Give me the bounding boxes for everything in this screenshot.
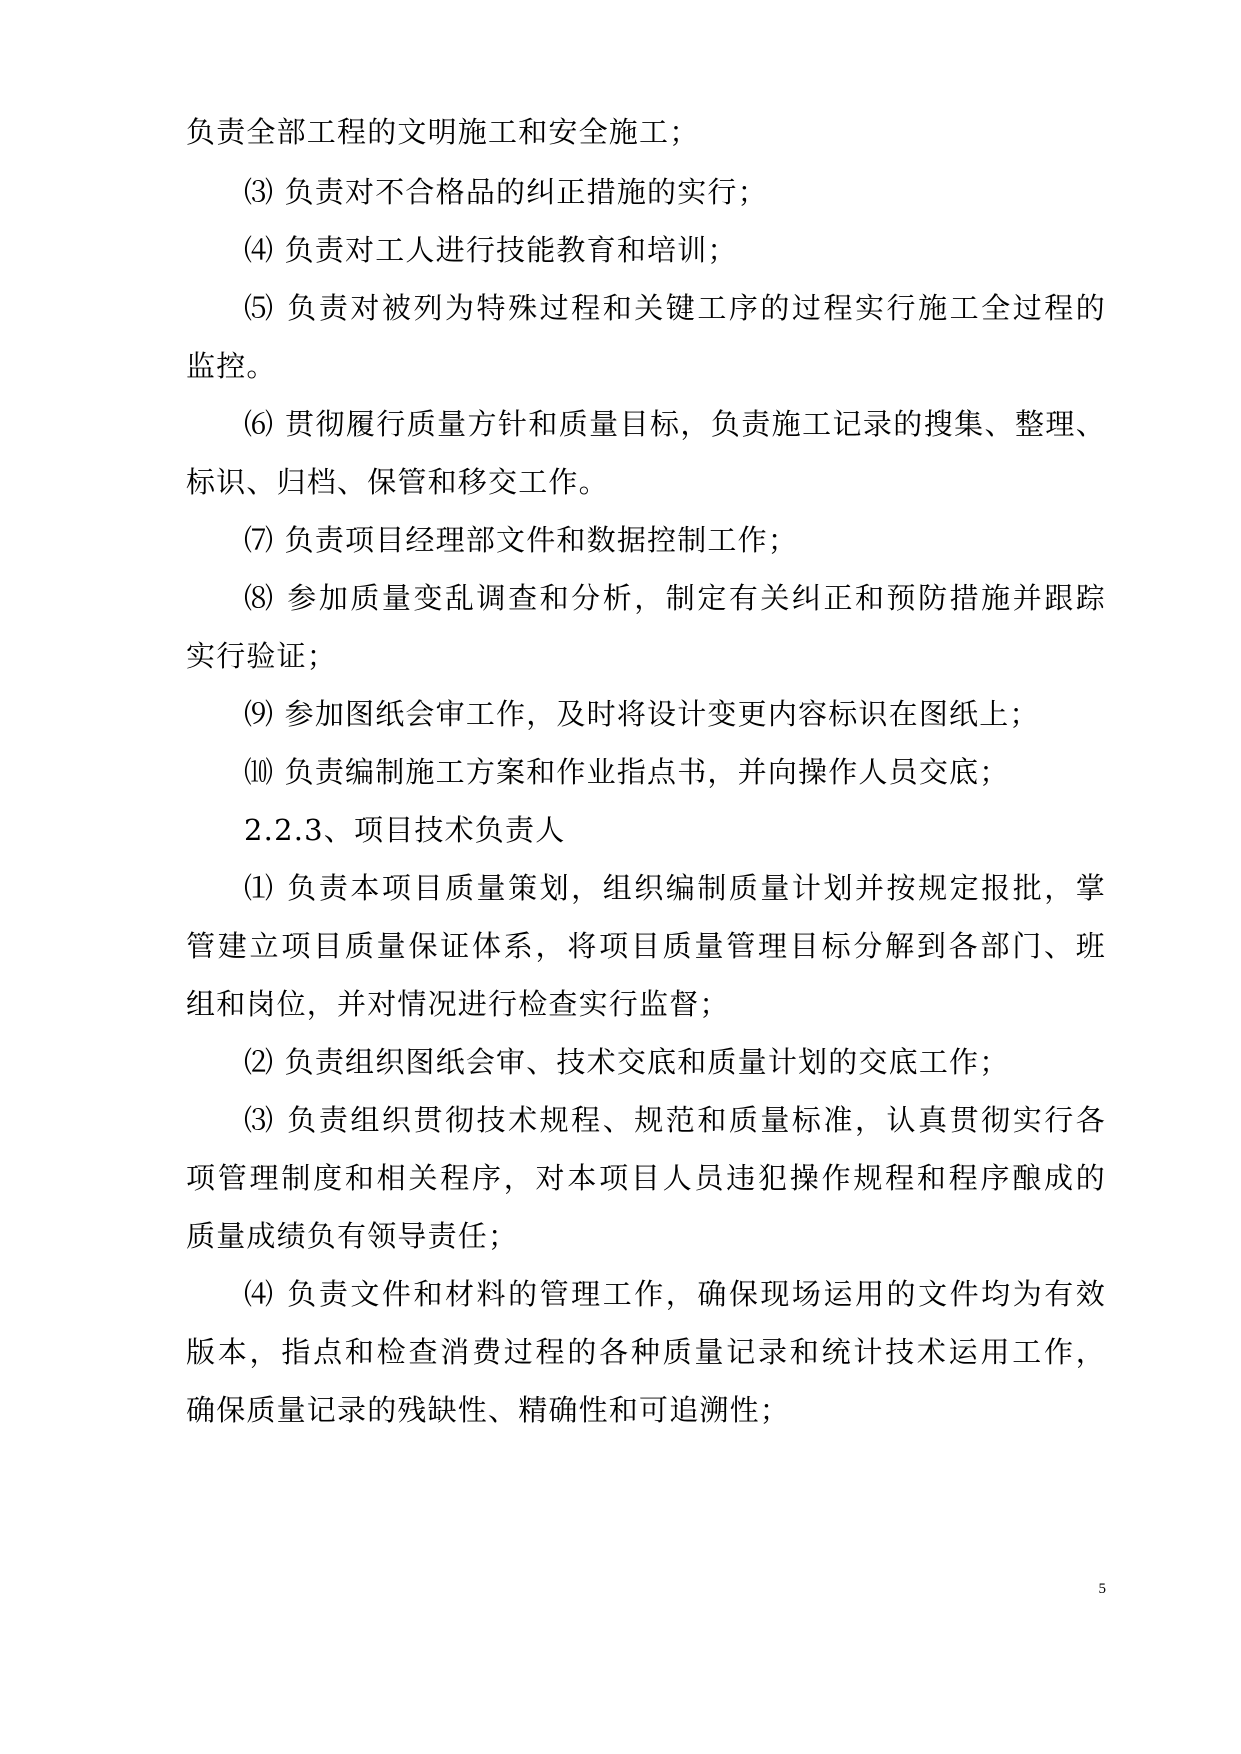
text-line: ⑷ 负责文件和材料的管理工作，确保现场运用的文件均为有效: [244, 1277, 1106, 1311]
text-line: 质量成绩负有领导责任；: [186, 1219, 519, 1253]
text-line: ⑷ 负责对工人进行技能教育和培训；: [244, 233, 738, 267]
text-line: ⑻ 参加质量变乱调查和分析，制定有关纠正和预防措施并跟踪: [244, 581, 1106, 615]
text-line: ⑺ 负责项目经理部文件和数据控制工作；: [244, 523, 799, 557]
text-line: 监控。: [186, 349, 277, 383]
text-line: ⑼ 参加图纸会审工作，及时将设计变更内容标识在图纸上；: [244, 697, 1040, 731]
text-line: 确保质量记录的残缺性、精确性和可追溯性；: [186, 1393, 791, 1427]
text-line: 标识、归档、保管和移交工作。: [186, 465, 609, 499]
text-line: ⑸ 负责对被列为特殊过程和关键工序的过程实行施工全过程的: [244, 291, 1106, 325]
text-line: ⑵ 负责组织图纸会审、技术交底和质量计划的交底工作；: [244, 1045, 1010, 1079]
text-line: ⑽ 负责编制施工方案和作业指点书，并向操作人员交底；: [244, 755, 1010, 789]
text-line: 项管理制度和相关程序，对本项目人员违犯操作规程和程序酿成的: [186, 1161, 1106, 1195]
text-line: 实行验证；: [186, 639, 338, 673]
text-line: 组和岗位，并对情况进行检查实行监督；: [186, 987, 730, 1021]
text-line: 版本，指点和检查消费过程的各种质量记录和统计技术运用工作，: [186, 1335, 1106, 1369]
text-line: 管建立项目质量保证体系，将项目质量管理目标分解到各部门、班: [186, 929, 1106, 963]
text-line: ⑴ 负责本项目质量策划，组织编制质量计划并按规定报批，掌: [244, 871, 1106, 905]
page-number: 5: [1098, 1581, 1106, 1597]
text-line: ⑹ 贯彻履行质量方针和质量目标，负责施工记录的搜集、整理、: [244, 407, 1106, 441]
text-line: ⑶ 负责对不合格品的纠正措施的实行；: [244, 175, 768, 209]
text-line: 负责全部工程的文明施工和安全施工；: [186, 115, 700, 149]
section-heading: 2.2.3、项目技术负责人: [244, 813, 566, 847]
text-line: ⑶ 负责组织贯彻技术规程、规范和质量标准，认真贯彻实行各: [244, 1103, 1106, 1137]
